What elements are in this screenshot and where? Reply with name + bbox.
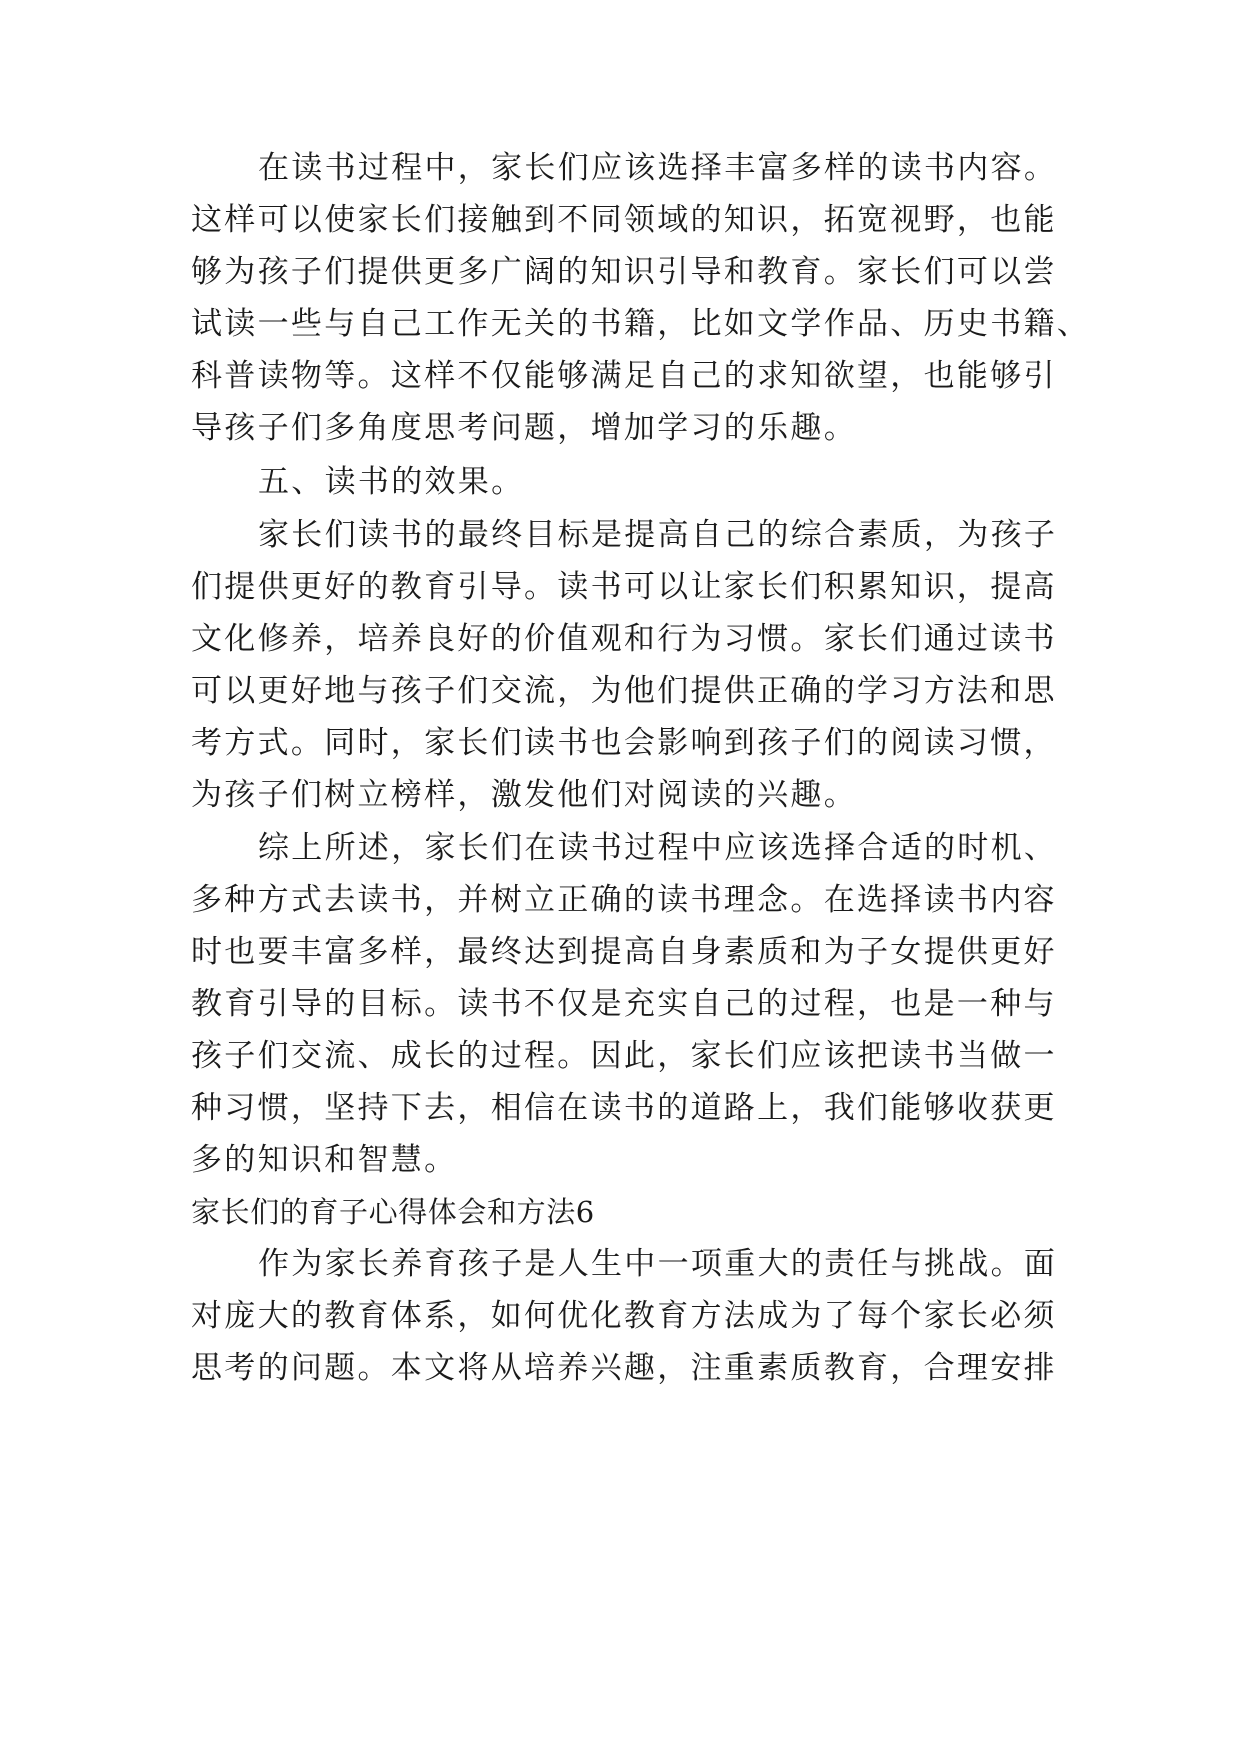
paragraph-1-line-5: 科普读物等。这样不仅能够满足自己的求知欲望，也能够引 xyxy=(191,358,1057,394)
paragraph-4-line-1: 综上所述，家长们在读书过程中应该选择合适的时机、 xyxy=(258,830,1058,866)
section-paragraph-line-1: 作为家长养育孩子是人生中一项重大的责任与挑战。面 xyxy=(258,1246,1058,1282)
paragraph-4-line-2: 多种方式去读书，并树立正确的读书理念。在选择读书内容 xyxy=(191,882,1057,918)
section-paragraph-line-2: 对庞大的教育体系，如何优化教育方法成为了每个家长必须 xyxy=(191,1298,1057,1334)
paragraph-3-line-6: 为孩子们树立榜样，激发他们对阅读的兴趣。 xyxy=(191,777,857,813)
paragraph-4-line-7: 多的知识和智慧。 xyxy=(191,1142,458,1178)
paragraph-1-line-4: 试读一些与自己工作无关的书籍，比如文学作品、历史书籍、 xyxy=(191,306,1091,342)
paragraph-3-line-4: 可以更好地与孩子们交流，为他们提供正确的学习方法和思 xyxy=(191,673,1057,709)
paragraph-1-line-6: 导孩子们多角度思考问题，增加学习的乐趣。 xyxy=(191,410,857,446)
paragraph-1-line-2: 这样可以使家长们接触到不同领域的知识，拓宽视野，也能 xyxy=(191,202,1057,238)
paragraph-4-line-4: 教育引导的目标。读书不仅是充实自己的过程，也是一种与 xyxy=(191,986,1057,1022)
section-paragraph-line-3: 思考的问题。本文将从培养兴趣，注重素质教育，合理安排 xyxy=(191,1350,1057,1386)
paragraph-3-line-1: 家长们读书的最终目标是提高自己的综合素质，为孩子 xyxy=(258,517,1058,553)
paragraph-1-line-3: 够为孩子们提供更多广阔的知识引导和教育。家长们可以尝 xyxy=(191,254,1057,290)
section-title: 家长们的育子心得体会和方法6 xyxy=(191,1195,595,1229)
paragraph-4-line-5: 孩子们交流、成长的过程。因此，家长们应该把读书当做一 xyxy=(191,1038,1057,1074)
paragraph-3-line-2: 们提供更好的教育引导。读书可以让家长们积累知识，提高 xyxy=(191,569,1057,605)
paragraph-3-line-3: 文化修养，培养良好的价值观和行为习惯。家长们通过读书 xyxy=(191,621,1057,657)
section-heading-reading-effect: 五、读书的效果。 xyxy=(258,464,525,500)
paragraph-1-line-1: 在读书过程中，家长们应该选择丰富多样的读书内容。 xyxy=(258,150,1058,186)
paragraph-4-line-3: 时也要丰富多样，最终达到提高自身素质和为子女提供更好 xyxy=(191,934,1057,970)
paragraph-4-line-6: 种习惯，坚持下去，相信在读书的道路上，我们能够收获更 xyxy=(191,1090,1057,1126)
paragraph-3-line-5: 考方式。同时，家长们读书也会影响到孩子们的阅读习惯， xyxy=(191,725,1057,761)
